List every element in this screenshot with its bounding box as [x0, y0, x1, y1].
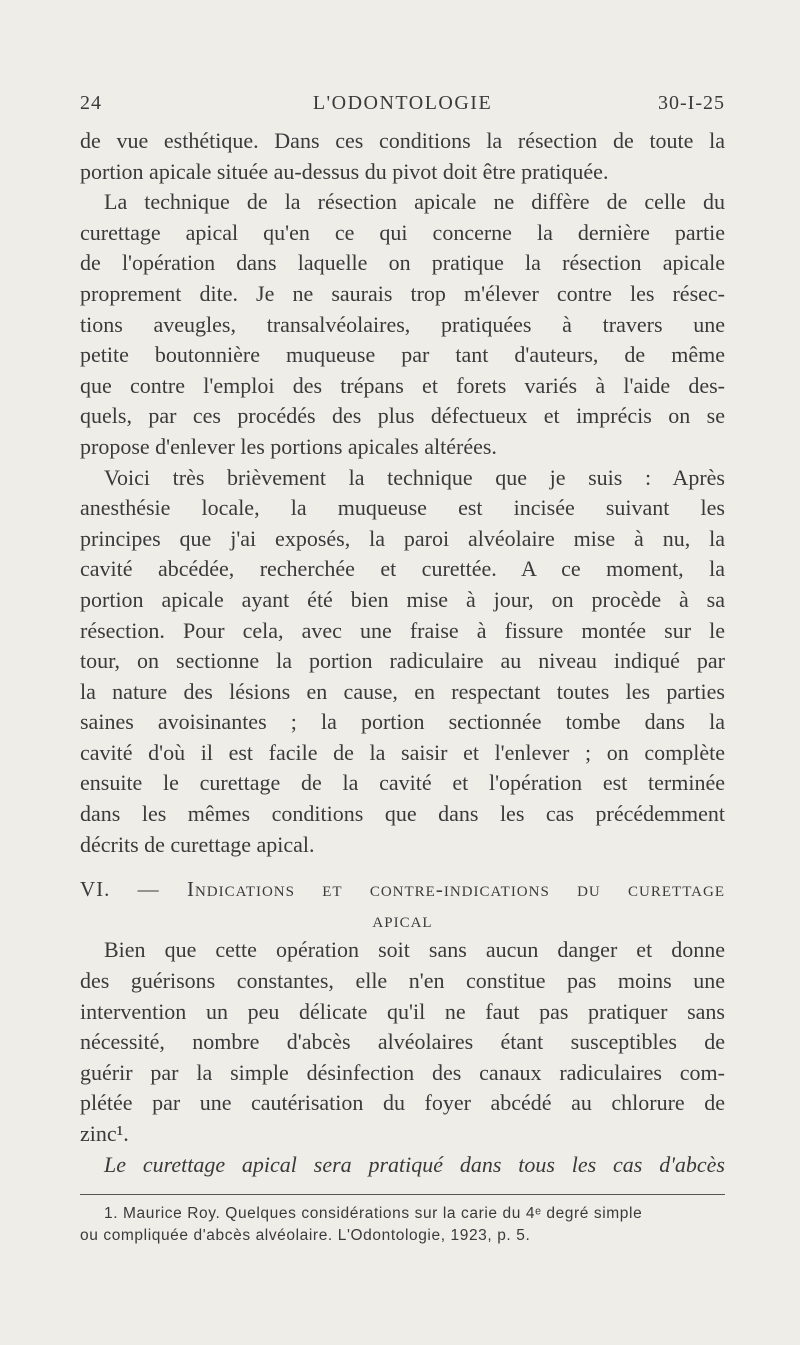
paragraph-5 — [80, 1150, 725, 1181]
text-line: Bien que cette opération soit sans aucun danger et donne — [104, 937, 725, 963]
text-line: La technique de la résection apicale ne diffère de celle du — [104, 189, 725, 215]
paragraph-2 — [80, 187, 725, 462]
text-line: zinc¹. — [80, 1121, 129, 1146]
footnote — [80, 1203, 725, 1247]
paragraph-3 — [80, 463, 725, 861]
text-line: décrits de curettage apical. — [80, 831, 315, 857]
text-line: saines avoisinantes ; la portion sectionnée tombe dans la — [80, 709, 725, 735]
text-line: intervention un peu délicate qu'il ne faut pas pratiquer sans — [80, 998, 725, 1024]
text-line: tour, on sectionne la portion radiculaire au niveau indiqué par — [80, 648, 725, 674]
page-number: 24 — [80, 92, 102, 114]
text-line: petite boutonnière muqueuse par tant d'auteurs, de même — [80, 342, 725, 368]
text-line: Voici très brièvement la technique que je suis : Après — [104, 464, 725, 490]
section-heading-line-2: apical — [372, 907, 433, 932]
text-line: plétée par une cautérisation du foyer abcédé au chlorure de — [80, 1090, 725, 1116]
footnote-line: 1. Maurice Roy. Quelques considérations sur la carie du 4ᵉ degré simple — [104, 1205, 643, 1223]
text-line: la nature des lésions en cause, en respectant toutes les parties — [80, 678, 725, 704]
running-header — [80, 92, 725, 120]
text-line: Le curettage apical sera pratiqué dans tous les cas d'abcès — [104, 1151, 725, 1177]
footnote-divider — [80, 1194, 725, 1195]
text-line: cavité d'où il est facile de la saisir et l'enlever ; on complète — [80, 739, 725, 765]
text-line: de l'opération dans laquelle on pratique la résection apicale — [80, 250, 725, 276]
section-heading-line-1: VI. — Indications et contre-indications du curettage — [80, 877, 725, 902]
text-line: anesthésie locale, la muqueuse est incisée suivant les — [80, 495, 725, 521]
issue-date: 30-I-25 — [658, 92, 725, 114]
text-line: principes que j'ai exposés, la paroi alvéolaire mise à nu, la — [80, 525, 725, 551]
text-line: que contre l'emploi des trépans et forets variés à l'aide des- — [80, 372, 725, 398]
paragraph-4 — [80, 935, 725, 1149]
text-line: résection. Pour cela, avec une fraise à fissure montée sur le — [80, 617, 725, 643]
text-line: proprement dite. Je ne saurais trop m'élever contre les résec- — [80, 280, 725, 306]
journal-title: L'ODONTOLOGIE — [312, 92, 493, 114]
text-line: guérir par la simple désinfection des canaux radiculaires com- — [80, 1059, 725, 1085]
section-heading — [80, 874, 725, 935]
text-line: ensuite le curettage de la cavité et l'opération est terminée — [80, 770, 725, 796]
text-line: tions aveugles, transalvéolaires, pratiquées à travers une — [80, 311, 725, 337]
text-line: curettage apical qu'en ce qui concerne la dernière partie — [80, 219, 725, 245]
main-text — [80, 126, 725, 1247]
text-line: des guérisons constantes, elle n'en constitue pas moins une — [80, 968, 725, 994]
text-line: nécessité, nombre d'abcès alvéolaires étant susceptibles de — [80, 1029, 725, 1055]
text-line: de vue esthétique. Dans ces conditions la résection de toute la — [80, 128, 725, 153]
text-line: dans les mêmes conditions que dans les cas précédemment — [80, 801, 725, 827]
text-line: propose d'enlever les portions apicales altérées. — [80, 433, 497, 459]
text-line: portion apicale située au-dessus du pivot doit être pratiquée. — [80, 158, 609, 184]
text-line: quels, par ces procédés des plus défectueux et imprécis on se — [80, 403, 725, 429]
text-line: portion apicale ayant été bien mise à jour, on procède à sa — [80, 586, 725, 612]
footnote-line: ou compliquée d'abcès alvéolaire. L'Odontologie, 1923, p. 5. — [80, 1227, 531, 1245]
paragraph-1 — [80, 126, 725, 187]
text-line: cavité abcédée, recherchée et curettée. A ce moment, la — [80, 556, 725, 582]
